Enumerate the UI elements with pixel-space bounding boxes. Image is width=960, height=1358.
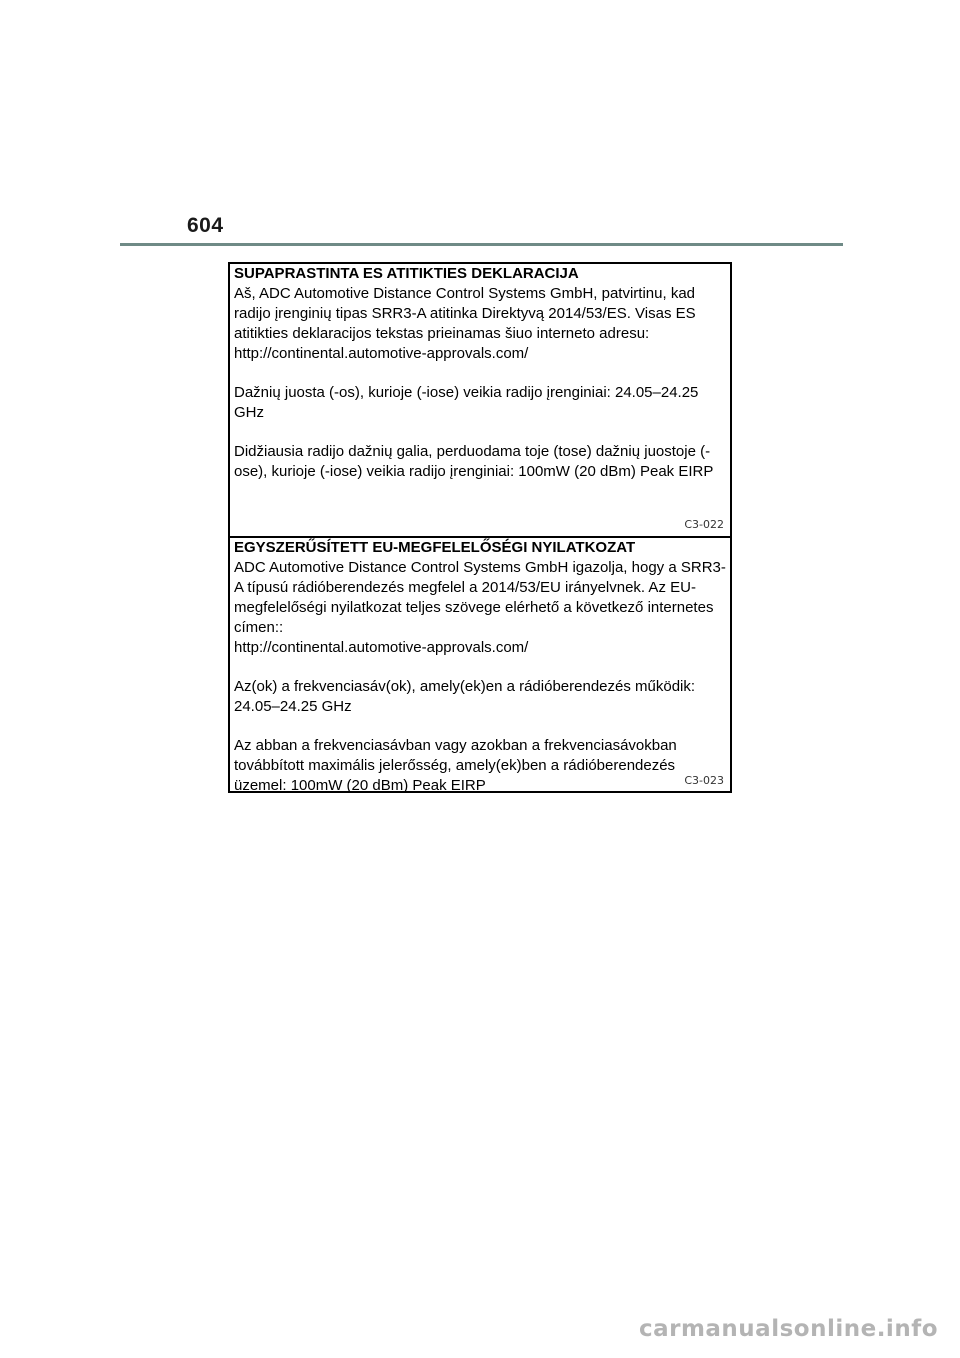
page-number: 604	[187, 214, 224, 237]
hu-declaration-section	[230, 538, 730, 793]
hu-declaration-power: Az abban a frekvenciasávban vagy azokban a frekvenciasávokban továbbított maximális jelerősség, amely(ek)ben a rádióberendezés üzemel: 100mW (20 dBm) Peak EIRP	[234, 737, 677, 794]
hu-declaration-url: http://continental.automotive-approvals.com/	[234, 639, 529, 656]
hu-declaration-intro: ADC Automotive Distance Control Systems GmbH igazolja, hogy a SRR3-A típusú rádióberendezés megfelel a 2014/53/EU irányelvnek. Az EU-megfelelőségi nyilatkozat teljes szövege elérhető a következő internetes címen::	[234, 559, 726, 636]
lt-declaration-section	[230, 264, 730, 538]
lt-declaration-title: SUPAPRASTINTA ES ATITIKTIES DEKLARACIJA	[234, 265, 579, 282]
lt-declaration-code: C3-022	[684, 518, 724, 531]
hu-declaration-frequency: Az(ok) a frekvenciasáv(ok), amely(ek)en a rádióberendezés működik: 24.05–24.25 GHz	[234, 678, 696, 715]
paragraph-spacer	[234, 658, 726, 677]
paragraph-spacer	[234, 717, 726, 736]
lt-declaration-url: http://continental.automotive-approvals.com/	[234, 345, 529, 362]
header-divider	[120, 243, 843, 246]
watermark-logo: carmanualsonline.info	[638, 1316, 938, 1342]
hu-declaration-code: C3-023	[684, 774, 724, 787]
paragraph-spacer	[234, 364, 726, 383]
lt-declaration-frequency: Dažnių juosta (-os), kurioje (-iose) veikia radijo įrenginiai: 24.05–24.25 GHz	[234, 384, 699, 421]
lt-declaration-power: Didžiausia radijo dažnių galia, perduodama toje (tose) dažnių juostoje (-ose), kurioje (-iose) veikia radijo įrenginiai: 100mW (20 dBm) Peak EIRP	[234, 443, 714, 480]
paragraph-spacer	[234, 423, 726, 442]
declaration-box	[228, 262, 732, 793]
lt-declaration-intro: Aš, ADC Automotive Distance Control Systems GmbH, patvirtinu, kad radijo įrenginių tipas SRR3-A atitinka Direktyvą 2014/53/ES. Visas ES atitikties deklaracijos tekstas prieinamas šiuo interneto adresu:	[234, 285, 696, 342]
hu-declaration-title: EGYSZERŰSÍTETT EU-MEGFELELŐSÉGI NYILATKOZAT	[234, 539, 636, 556]
